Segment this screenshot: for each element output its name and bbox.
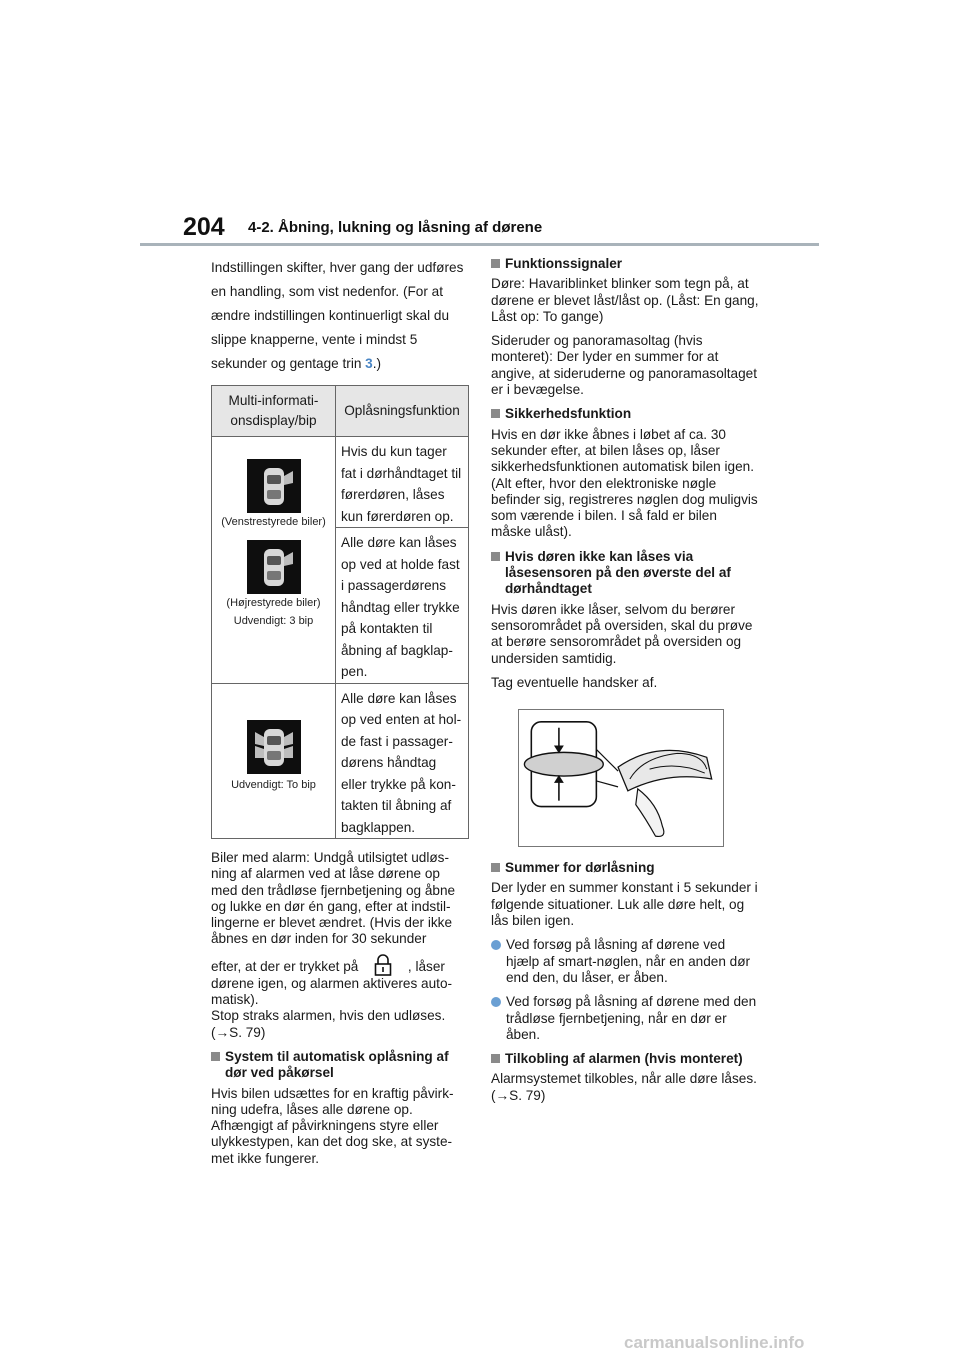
bullet-dot-icon [491, 997, 501, 1007]
functions-heading-text: Funktionssignaler [505, 256, 623, 271]
heading-marker-icon [491, 259, 500, 268]
heading-marker-icon [211, 1052, 220, 1061]
intro-text: Indstillingen skifter, hver gang der udføres en handling, som vist nedenfor. (For at ændre indstillingen kontinuerligt skal du slippe knapperne, vente i mindst 5 sekunder og gentage trin [211, 260, 464, 371]
function-cell-2 [336, 528, 469, 684]
sensor-heading [491, 549, 759, 598]
sensor-heading-text: Hvis døren ikke kan låses via låsesensoren på den øverste del af dørhåndtaget [505, 548, 731, 597]
functions-text-2: Sideruder og panoramasoltag (hvis monteret): Der lyder en summer for at angive, at sideruderne og panoramasoltaget er i bevægelse. [491, 333, 758, 398]
buzzer-heading [491, 860, 759, 876]
heading-marker-icon [491, 1054, 500, 1063]
buzzer-heading-text: Summer for dørlåsning [505, 860, 655, 876]
page-number: 204 [183, 213, 225, 241]
display-cell-3bip [212, 437, 336, 684]
intro-text-end: .) [372, 356, 382, 371]
right-column [491, 256, 759, 1112]
caption-2-bip: Udvendigt: To bip [231, 778, 316, 791]
alarm-text-2b: , låser dørene igen, og alarmen aktiveres automatisk). [211, 958, 453, 1008]
watermark: carmanualsonline.info [624, 1333, 805, 1352]
heading-marker-icon [491, 409, 500, 418]
auto-unlock-heading-text: System til automatisk oplåsning af dør ved påkørsel [225, 1048, 449, 1081]
function-cell-1 [336, 437, 469, 528]
safety-heading [491, 406, 759, 422]
display-cell-2bip [212, 683, 336, 839]
all-doors-open-icon [247, 720, 301, 774]
alarm-heading [491, 1051, 759, 1067]
functions-text-1: Døre: Havariblinket blinker som tegn på, at dørene er blevet låst/låst op. (Låst: En gang, Låst op: To gange) [491, 276, 759, 324]
unlock-settings-table [211, 385, 469, 839]
alarm-heading-text: Tilkobling af alarmen (hvis monteret) [505, 1051, 743, 1067]
function-text-2: Alle døre kan låses op ved at holde fast i passagerdørens håndtag eller trykke på kontakten til åbning af bagklappen. [341, 535, 460, 679]
col-header-function: Oplåsningsfunktion [336, 386, 469, 437]
buzzer-bullet-2 [491, 994, 759, 1043]
buzzer-bullet-text-1: Ved forsøg på låsning af dørene ved hjælp af smart-nøglen, når en anden dør end den, du låser, er åben. [506, 937, 751, 985]
function-cell-3 [336, 683, 469, 839]
heading-marker-icon [491, 863, 500, 872]
safety-text: Hvis en dør ikke åbnes i løbet af ca. 30 sekunder efter, at bilen låses op, låser sikkerhedsfunktionen automatisk bilen igen. (Alt efter, hvor den elektroniske nøgle befinder sig, registreres nøglen dog muligvis som værende i bilen. I så fald er bilen måske ulåst). [491, 426, 758, 540]
auto-unlock-heading [211, 1049, 469, 1082]
bullet-dot-icon [491, 940, 501, 950]
alarm-text-3: Stop straks alarmen, hvis den udløses. (→S. 79) [211, 1008, 446, 1040]
caption-left-drive: (Venstrestyrede biler) [221, 516, 326, 528]
buzzer-text: Der lyder en summer konstant i 5 sekunder i følgende situationer. Luk alle døre helt, og lås bilen igen. [491, 880, 758, 929]
left-column [211, 256, 469, 1175]
functions-heading [491, 256, 759, 272]
buzzer-bullet-text-2: Ved forsøg på låsning af dørene med den trådløse fjernbetjening, når en dør er åben. [506, 994, 757, 1042]
section-title: 4-2. Åbning, lukning og låsning af dørene [248, 219, 543, 236]
gloves-text: Tag eventuelle handsker af. [491, 674, 658, 690]
alarm-arming-text: Alarmsystemet tilkobles, når alle døre låses. (→S. 79) [491, 1071, 757, 1103]
heading-marker-icon [491, 552, 500, 561]
alarm-paragraph-2 [211, 954, 469, 1009]
driver-door-open-icon [247, 459, 301, 513]
intro-paragraph [211, 256, 469, 376]
col-header-display: Multi-informationsdisplay/bip [212, 386, 336, 437]
buzzer-bullet-1 [491, 937, 759, 986]
auto-unlock-text: Hvis bilen udsættes for en kraftig påvirkning udefra, låses alle dørene op. Afhængigt af påvirkningens styre eller ulykkestypen, kan det dog ske, at systemet ikke fungerer. [211, 1085, 454, 1166]
function-text-1: Hvis du kun tager fat i dørhåndtaget til førerdøren, låses kun førerdøren op. [341, 444, 462, 524]
header-divider [140, 243, 819, 246]
alarm-paragraph [211, 850, 469, 948]
step-reference: 3 [365, 356, 373, 371]
sensor-text: Hvis døren ikke låser, selvom du berører sensorområdet på oversiden, skal du prøve at berøre sensorområdet på oversiden og undersiden samtidig. [491, 601, 753, 666]
caption-3-bip: Udvendigt: 3 bip [233, 615, 314, 627]
driver-door-open-icon-rhd [247, 540, 301, 594]
function-text-3: Alle døre kan låses op ved enten at holde fast i passagerdørens håndtag eller trykke på kontakten til åbning af bagklappen. [341, 690, 462, 835]
alarm-paragraph-3 [211, 1008, 469, 1041]
safety-heading-text: Sikkerhedsfunktion [505, 406, 632, 422]
lock-icon [362, 954, 404, 976]
caption-right-drive: (Højrestyrede biler) [226, 597, 321, 609]
door-handle-sensor-illustration [518, 709, 724, 847]
alarm-text-2a: efter, at der er trykket på [211, 958, 359, 974]
alarm-text-1: Biler med alarm: Undgå utilsigtet udløsning af alarmen ved at låse dørene op med den trådløse fjernbetjening og åbne og lukke en dør én gang, efter at indstillingerne er blevet ændret. (Hvis der ikke åbnes en dør inden for 30 sekunder [211, 850, 456, 947]
